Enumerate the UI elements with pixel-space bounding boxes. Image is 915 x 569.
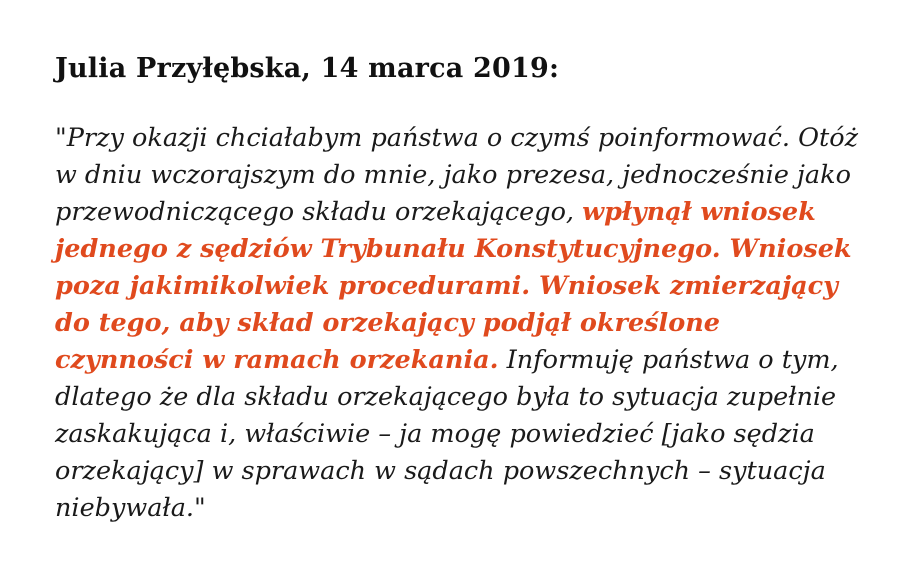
- quote-text-segment: "Przy okazji chciałabym państwa o czymś poinformować. Otóż w dniu wczorajszym do mnie, jako prezesa, jednocześnie jako przewodniczącego składu orzekającego,: [55, 122, 859, 227]
- quote-paragraph: [55, 120, 867, 527]
- quote-text-segment: Informuję państwa o tym, dlatego że dla składu orzekającego była to sytuacja zupełnie zaskakująca i, właściwie – ja mogę powiedzieć [jako sędzia orzekający] w sprawach w sądach powszechnych – sytuacja niebywała.": [55, 344, 839, 523]
- quote-highlight-segment: wpłynął wniosek jednego z sędziów Trybunału Konstytucyjnego. Wniosek poza jakimikolwiek procedurami. Wniosek zmierzający do tego, aby skład orzekający podjął określone czynności w ramach orzekania.: [55, 196, 852, 375]
- quote-attribution-heading: Julia Przyłębska, 14 marca 2019:: [55, 53, 560, 84]
